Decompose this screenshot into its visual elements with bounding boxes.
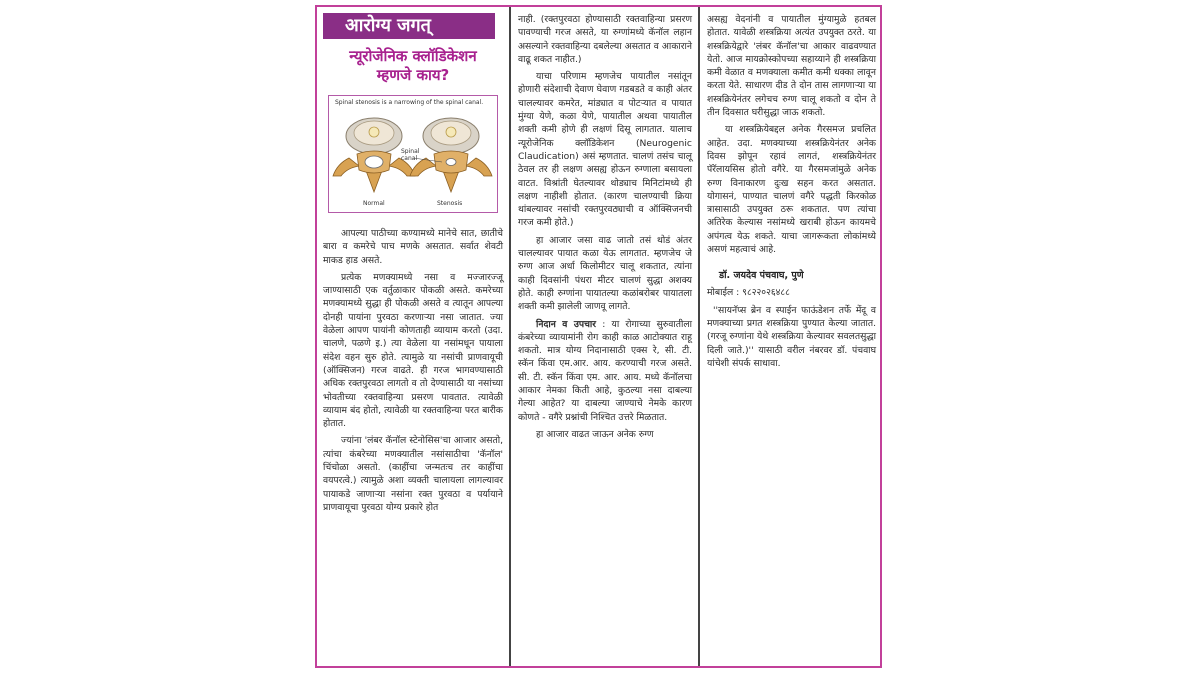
- article-column-3: [698, 7, 882, 666]
- headline-line-2: म्हणजे काय?: [376, 66, 450, 84]
- article-headline: [323, 47, 503, 85]
- paragraph: आपल्या पाठीच्या कण्यामध्ये मानेचे सात, छातीचे बारा व कमरेचे पाच मणके असतात. सर्वात शेवटी माकड हाड असते.: [323, 228, 503, 266]
- label-stenosis: Stenosis: [437, 200, 463, 207]
- diagnosis-text: : या रोगाच्या सुरुवातीला कंबरेच्या व्यायामांनी रोग काही काळ आटोक्यात राहू शकतो. मात्र योग्य निदानासाठी एक्स रे, सी. टी. स्कॅन किंवा एम.आर. आय. करण्याची गरज असते. सी. टी. स्कॅन किंवा एम. आर. आय. मध्ये कॅनॉलचा आकार नेमका किती आहे, कुठल्या नसा दाबल्या गेल्या आहेत? या दाबल्या जाण्याचे नेमके कारण कोणते - वगैरे प्रश्नांची निश्चित उत्तरे मिळतात.: [518, 318, 692, 423]
- subheading-diagnosis: निदान व उपचार: [536, 318, 597, 330]
- headline-line-1: न्यूरोजेनिक क्लॉडिकेशन: [349, 47, 477, 65]
- paragraph: याचा परिणाम म्हणजेच पायातील नसांतून होणारी संदेशाची देवाण घेवाण गडबडते व काही अंतर चालल्यावर कमरेत, मांड्यात व पोटऱ्यात व पायात मुंग्या येणे, कळा येणे, पायातील अथवा पायातील शक्ती कमी होणे ही लक्षणं दिसू लागतात. यालाच न्यूरोजेनिक क्लॉडिकेशन (Neurogenic Claudication) असं म्हणतात. चालणं तसंच चालू ठेवल तर ही लक्षण असह्य होऊन रुग्णाला बसायला वाटत. विश्रांती घेतल्यावर थोड्याच मिनिटांमध्ये ही लक्षण नाहीशी होतात. (कारण चालण्याची क्रिया थांबल्यावर नसांची रक्तपुरवठ्याची व ऑक्सिजनची गरज कमी होते.): [518, 71, 692, 229]
- author-mobile: मोबाईल : ९८२२०२६४८८: [707, 287, 790, 299]
- article-column-2: [509, 7, 698, 666]
- column-1-body: [323, 227, 503, 514]
- paragraph: ज्यांना 'लंबर कॅनॉल स्टेनोसिस'चा आजार असतो, त्यांचा कंबरेच्या मणक्यातील नसांसाठीचा 'कॅनॉल' चिंचोळा असतो. (काहींचा जन्मतःच तर काहींचा वयपरत्वे.) त्यामुळे अशा व्यक्ती चालायला लागल्यावर पायाकडे जाणाऱ्या नसांना रक्त पुरवठा व पर्यायाने प्राणवायूचा पुरवठा योग्य प्रकारे होत: [323, 435, 503, 513]
- label-spinal-canal: Spinal canal: [401, 148, 420, 162]
- paragraph: प्रत्येक मणक्यामध्ये नसा व मज्जारज्जू जाण्यासाठी एक वर्तुळाकार पोकळी असते. कमरेच्या मणक्यामध्ये सुद्धा ही पोकळी असते व त्यातून आपल्या दोनही पायांना पुरवठा करणाऱ्या नसा जातात. ज्या वेळेला आपण पायांनी कोणताही व्यायाम करतो (उदा. चालणे, पळणे इ.) त्या वेळेला या नसांमधून पायाला संदेश वहन सुरु होते. त्यामुळे या नसांची प्राणवायूची (ऑक्सिजन) गरज वाढते. ही गरज भागवण्यासाठी अधिक रक्तपुरवठा लागतो व तो देण्यासाठी या नसांच्या भोवतीच्या रक्तवाहिन्या प्रसरण पावतात. त्यावेळी व्यायाम बंद होतो, त्यावेळी या रक्तवाहिन्या परत बारीक होतात.: [323, 271, 503, 430]
- paragraph: हा आजार वाढत जाऊन अनेक रुग्ण: [536, 428, 654, 440]
- section-banner: आरोग्य जगत्: [323, 13, 495, 39]
- author-name: डॉ. जयदेव पंचवाघ, पुणे: [719, 270, 804, 282]
- paragraph: या शस्त्रक्रियेबद्दल अनेक गैरसमज प्रचलित आहेत. उदा. मणक्याच्या शस्त्रक्रियेनंतर अनेक दिवस झोपून रहावं लागतं, शस्त्रक्रियेनंतर पॅरॅलायसिस होतो वगैरे. या गैरसमजांमुळे अनेक रुग्ण विनाकारण दुःख सहन करत असतात. योगासनं, पाण्यात चालणं वगैरे पद्धती किरकोळ त्रासासाठी उपयुक्त ठरू शकतात. पण त्यांचा अतिरेक केल्यास नसांमध्ये खराबी होऊन कायमचे अपंगत्व येऊ शकते. याचा जागरूकता लोकांमध्ये असणं महत्वाचं आहे.: [707, 124, 876, 256]
- paragraph: नाही. (रक्तपुरवठा होण्यासाठी रक्तवाहिन्या प्रसरण पावण्याची गरज असते, या रुग्णांमध्ये कॅनॉल लहान असल्याने रक्तवाहिन्या दबलेल्या असतात व आकाराने वाढू शकत नाहीत.): [518, 14, 692, 65]
- label-normal: Normal: [363, 200, 385, 207]
- article-frame: [315, 5, 882, 668]
- foundation-note: ''सायनॅप्स ब्रेन व स्पाईन फाऊंडेशन तर्फे मेंदू व मणक्याच्या प्रगत शस्त्रक्रिया पुण्यात केल्या जातात. (गरजू रुग्णांना येथे शस्त्रक्रिया केल्यावर सवलतसुद्धा दिली जाते.)'' यासाठी वरील नंबरवर डॉ. पंचवाघ यांचेशी संपर्क साधावा.: [707, 304, 876, 369]
- paragraph-diagnosis: [518, 318, 692, 424]
- spinal-stenosis-figure: [328, 95, 498, 213]
- paragraph: हा आजार जसा वाढ जातो तसं थोडं अंतर चालल्यावर पायात कळा येऊ लागतात. म्हणजेच जे रुग्ण आज अर्धा किलोमीटर चालू शकतात, त्यांना काही दिवसांनी पंधरा मीटर चालणं सुद्धा अशक्य होते. काही रुग्णांना पायातल्या कळांबरोबर पायातला शक्ती कमी झालेली जाणवू लागते.: [518, 234, 692, 313]
- article-column-1: [317, 7, 509, 666]
- paragraph: असह्य वेदनांनी व पायातील मुंग्यामुळे हतबल होतात. यावेळी शस्त्रक्रिया अत्यंत उपयुक्त ठरते. या शस्त्रक्रियेद्वारे 'लंबर कॅनॉल'चा आकार वाढवण्यात येतो. आज मायक्रोस्कोपच्या सहाय्याने ही शस्त्रक्रिया कमी वेळात व मणक्याला कमीत कमी धक्का लावून करता येते. साधारण दीड ते दोन तास लागणाऱ्या या शस्त्रक्रियेनंतर लगेचच रुग्ण चालू शकतो व दोन ते तीन दिवसात घरीसुद्धा जाऊ शकतो.: [707, 14, 876, 119]
- figure-caption: Spinal stenosis is a narrowing of the spinal canal.: [335, 99, 484, 106]
